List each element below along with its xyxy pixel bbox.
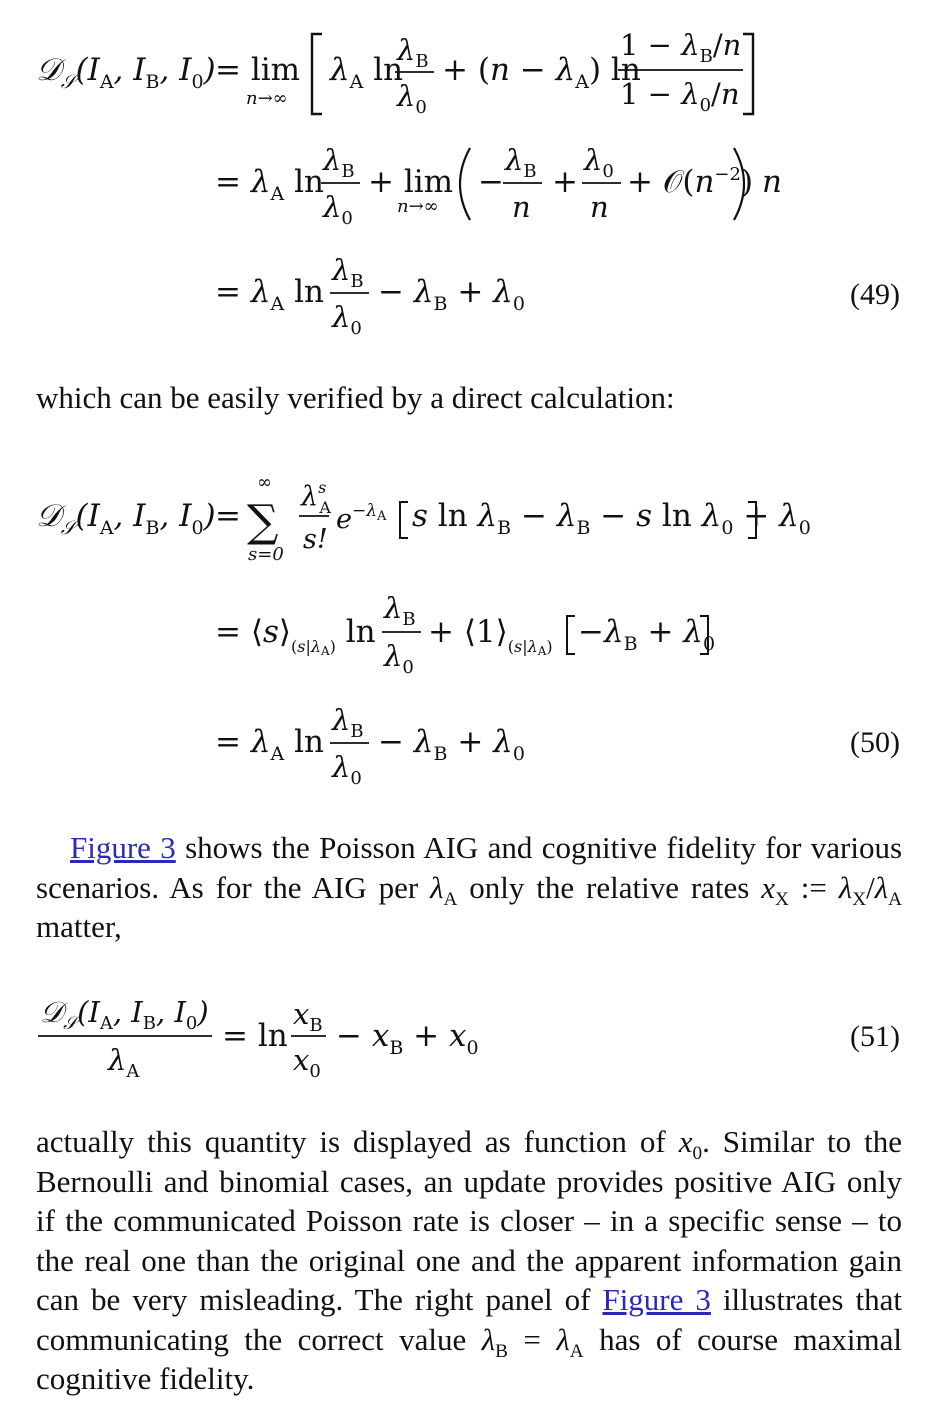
svg-text:λ0: $\lambda_0$ xyxy=(323,190,353,229)
factorial: s! xyxy=(303,524,328,555)
p2-text-d: has of course maximal cognitive fidelity. xyxy=(36,1321,902,1396)
verify-sentence xyxy=(36,378,902,418)
svg-text:𝒟𝒮(IA, IB, I0): $𝒟_𝒮(I_A$, $I_B$, $I_0$) xyxy=(40,995,209,1034)
svg-text:− xB + x0: − $x_B + x_0$ xyxy=(336,1018,479,1059)
equation-number-51: (51) xyxy=(850,1020,900,1053)
svg-text:𝒟𝒮(IA, IB, I0): $𝒟_𝒮(I_A$, $I_B$, $I_0$) xyxy=(36,498,216,539)
p1-text-c: matter, xyxy=(36,909,122,944)
svg-text:𝒟𝒮(IA, IB, I0): $𝒟_𝒮(I_A$, $I_B$, $I_0$) xyxy=(36,52,216,93)
p1-text-a: shows the Poisson AIG and cognitive fidelity for various scenarios. As for the AIG per xyxy=(36,830,903,905)
svg-text:λ0: $\lambda_0$ xyxy=(384,639,414,678)
svg-text:λB: $\lambda_B$ xyxy=(323,143,355,182)
equation-51 xyxy=(0,990,934,1090)
svg-text:− λB + λ0: − $\lambda_B + \lambda_0$ xyxy=(378,274,525,315)
svg-text:+ 𝒪(n−2): + $𝒪(n^{-2})$ xyxy=(627,164,754,200)
svg-text:+ (n − λA) ln: + $(n - \lambda_A)$ ln xyxy=(442,52,641,93)
equation-number-50: (50) xyxy=(850,726,900,759)
svg-text:= lim: = lim xyxy=(215,52,301,88)
svg-text:+: + xyxy=(552,164,578,200)
svg-text:λ0: $\lambda_0$ xyxy=(332,300,362,339)
svg-text:λB: $\lambda_B$ xyxy=(397,33,429,72)
svg-text:λ0: $\lambda_0$ xyxy=(584,143,614,182)
svg-text:λB: $\lambda_B$ xyxy=(332,703,364,742)
svg-text:λB: $\lambda_B$ xyxy=(384,591,416,630)
figure-3-link-2[interactable]: Figure 3 xyxy=(602,1282,711,1317)
svg-text:λB: $\lambda_B$ xyxy=(505,143,537,182)
svg-text:1 − λB/n: $1 - \lambda_B/n$ xyxy=(620,28,742,67)
verify-text: which can be easily verified by a direct calculation: xyxy=(36,380,675,415)
svg-text:= λA ln: = $\lambda_A$ ln xyxy=(215,724,324,765)
svg-text:n: n xyxy=(762,164,782,200)
sum-lower-limit: s=0 xyxy=(248,544,284,565)
equation-49 xyxy=(0,0,934,360)
p2-text-c: illustrates that communicating the correct value xyxy=(36,1282,902,1357)
svg-text:x0: $x_0$ xyxy=(293,1043,321,1082)
paragraph-figure3: Figure 3 shows the Poisson AIG and cognitive fidelity for various scenarios. As for the AIG per $\lambda_A$ only the relative rates $x_X$ := $\lambda_X/\lambda_A$ matter, xyxy=(36,830,903,944)
svg-text:λA: $\lambda_A$ xyxy=(108,1043,140,1082)
svg-text:−: − xyxy=(478,164,504,200)
svg-text:=: = xyxy=(215,498,241,534)
p2-text-a: actually this quantity is displayed as function of xyxy=(36,1124,679,1159)
svg-text:= ln: = ln xyxy=(222,1018,288,1054)
svg-text:λ0: $\lambda_0$ xyxy=(332,750,362,789)
svg-text:n→∞: n→∞ xyxy=(397,196,439,217)
equation-50 xyxy=(0,450,934,790)
svg-text:= λA ln: = $\lambda_A$ ln xyxy=(215,274,324,315)
svg-text:xB: $x_B$ xyxy=(293,997,323,1036)
svg-text:∑: ∑ xyxy=(247,496,279,547)
svg-text:+ ⟨1⟩(s|λA): + $⟨1⟩_(s|\lambda A$) xyxy=(428,614,553,658)
svg-text:λsA: $\lambda^s$ A xyxy=(301,478,331,517)
svg-text:λB: $\lambda_B$ xyxy=(332,253,364,292)
svg-text:e−λA: $e^{-\lambda}A$ xyxy=(336,501,387,535)
svg-text:1 − λ0/n: $1 - \lambda_0/n$ xyxy=(620,77,740,116)
svg-text:n: n xyxy=(512,190,531,224)
svg-text:n: n xyxy=(590,190,609,224)
paragraph-actually: actually this quantity is displayed as function of $x_0$. Similar to the Bernoulli and binomial cases, an update provides positive AIG only if the communicated Poisson rate is closer – in a specific sense – to the real one than the original one and the apparent information gain can be very misleading. The right panel of Figure 3 illustrates that communicating the correct value $\lambda_B = \lambda_A$ has of course maximal cognitive fidelity. xyxy=(36,1124,902,1396)
svg-text:= ⟨s⟩(s|λA) ln: = $⟨s⟩_(s|\lambda A$) ln xyxy=(215,614,376,658)
svg-text:+ lim: + lim xyxy=(368,164,454,200)
svg-text:λ0: $\lambda_0$ xyxy=(397,79,427,118)
sum-upper-limit: ∞ xyxy=(257,472,272,493)
p1-text-b: only the relative rates xyxy=(457,869,762,905)
svg-text:s ln λB − λB − s ln λ0 + λ0: s $\ln \lambda_B - \lambda_B - s$ $\ln \lambda_0 + \lambda_0$ xyxy=(412,498,811,539)
equation-number-49: (49) xyxy=(850,278,900,311)
svg-text:λA ln: $\lambda_A$ ln xyxy=(330,52,404,93)
svg-text:−λB + λ0: $-\lambda_B + \lambda_0$ xyxy=(578,614,716,655)
svg-text:= λA ln: = $\lambda_A$ ln xyxy=(215,164,324,205)
svg-text:n→∞: n→∞ xyxy=(246,88,288,109)
figure-3-link[interactable]: Figure 3 xyxy=(70,830,176,865)
p2-text-b: . Similar to the Bernoulli and binomial cases, an update provides positive AIG only if the communicated Poisson rate is closer – in a specific sense – to the real one than the original one and the apparent information gain can be very misleading. The right panel of xyxy=(36,1124,902,1317)
svg-text:− λB + λ0: − $\lambda_B + \lambda_0$ xyxy=(378,724,525,765)
